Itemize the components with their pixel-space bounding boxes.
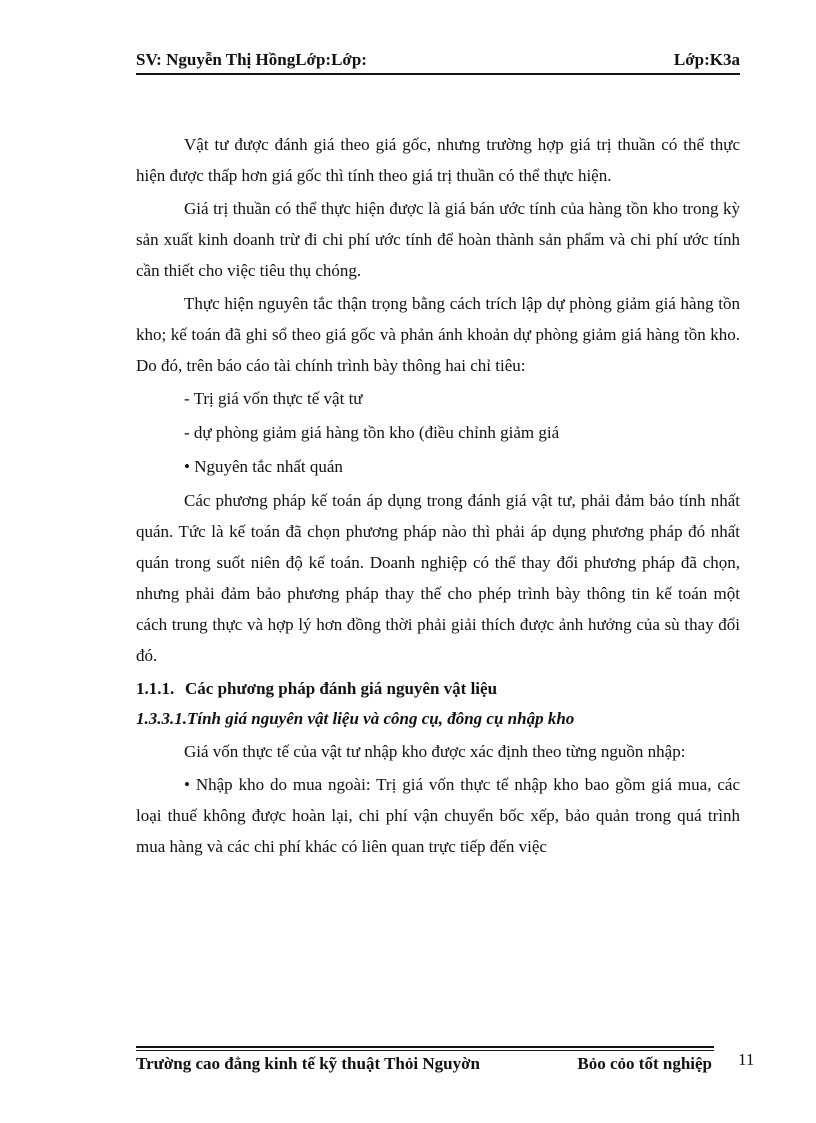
list-item-provision: - dự phòng giảm giá hàng tồn kho (điều chỉnh giảm giá [184,423,560,442]
header-rule [136,73,740,75]
list-item-consistency-principle: • Nguyên tắc nhất quán [184,457,343,476]
header-class: Lớp:K3a [673,50,740,69]
header-student-info: SV: Nguyễn Thị HồngLớp:Lớp: [136,50,367,69]
page-footer [136,1054,714,1076]
list-item-cost: - Trị giá vốn thực tế vật tư [184,389,363,408]
paragraph-prudence: Thực hiện nguyên tắc thận trọng bằng cách trích lập dự phòng giảm giá hàng tồn kho; kế toán đã ghi sổ theo giá gốc và phản ánh khoản dự phòng giảm giá hàng tồn kho. Do đó, trên báo cáo tài chính trình bày thông hai chỉ tiêu: [136,294,740,375]
paragraph-consistency: Các phương pháp kế toán áp dụng trong đánh giá vật tư, phải đảm bảo tính nhất quán. Tức là kế toán đã chọn phương pháp nào thì phải áp dụng phương pháp đó nhất quán trong suốt niên độ kế toán. Doanh nghiệp có thể thay đổi phương pháp đã chọn, nhưng phải đảm bảo phương pháp thay thế cho phép trình bày thông tin kế toán một cách trung thực và hợp lý hơn đồng thời phải giải thích được ảnh hưởng của sù thay đổi đó. [136,491,740,665]
section-number: 1.1.1. [136,679,175,698]
paragraph-net-realizable-value: Giá trị thuần có thể thực hiện được là giá bán ước tính của hàng tồn kho trong kỳ sản xuất kinh doanh trừ đi chi phí ước tính để hoàn thành sản phẩm và chi phí ước tính cần thiết cho việc tiêu thụ chóng. [136,199,740,280]
footer-school: Trường cao đẳng kinh tế kỹ thuật Thỏi Nguyờn [136,1054,480,1073]
paragraph-purchased-goods: • Nhập kho do mua ngoài: Trị giá vốn thực tế nhập kho bao gồm giá mua, các loại thuế không được hoàn lại, chi phí vận chuyển bốc xếp, bảo quản trong quá trình mua hàng và các chi phí khác có liên quan trực tiếp đến việc [136,775,740,856]
page-number: 11 [738,1050,755,1069]
page-body [136,129,740,864]
subsection-heading: 1.3.3.1.Tính giá nguyên vật liệu và công cụ, đông cụ nhập kho [136,709,575,728]
section-title: Các phương pháp đánh giá nguyên vật liệu [185,679,498,698]
paragraph-cost-sources: Giá vốn thực tế của vật tư nhập kho được xác định theo từng nguồn nhập: [184,742,686,761]
footer-report-title: Bỏo cỏo tốt nghiệp [577,1054,712,1073]
page-header [136,50,740,72]
footer-rule-thin [136,1050,714,1051]
paragraph-valuation: Vật tư được đánh giá theo giá gốc, nhưng trường hợp giá trị thuần có thể thực hiện được thấp hơn giá gốc thì tính theo giá trị thuần có thể thực hiện. [136,135,740,185]
footer-rule-thick [136,1046,714,1048]
section-heading [136,673,740,704]
